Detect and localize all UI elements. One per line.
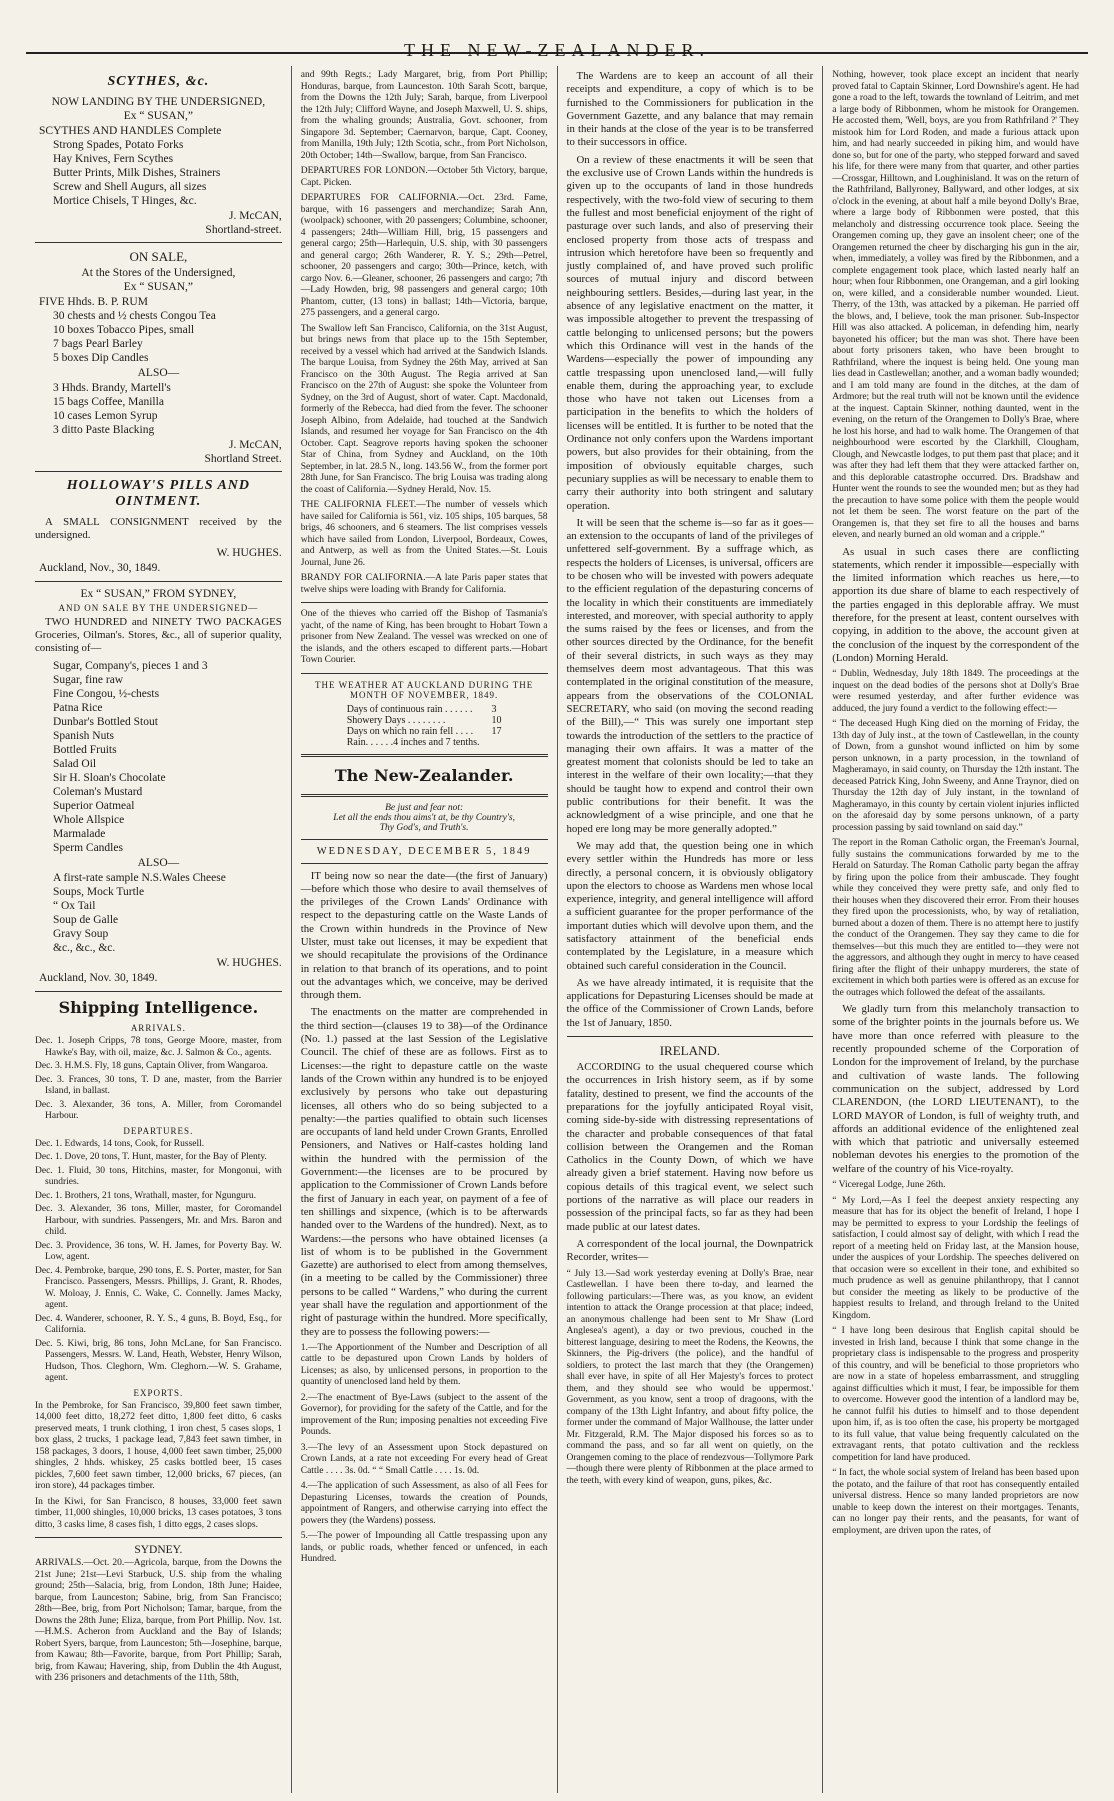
editorial-paragraph: As we have already intimated, it is requisite that the applications for Depasturing Licenses should be made at the office of the Commissioner of Crown Lands, before the 1st of January, 1850. xyxy=(566,976,814,1029)
onsale-items xyxy=(35,295,282,437)
onsale-signer: J. McCAN, xyxy=(229,439,282,451)
list-item: Butter Prints, Milk Dishes, Strainers xyxy=(53,167,221,179)
editorial-clause: 3.—The levy of an Assessment upon Stock depastured on Crown Lands, at a rate not exceeding For every head of Great Cattle . . . . 3s. 0d. “ “ Small Cattle . . . . 1s. 0d. xyxy=(300,1442,548,1476)
weather-label: Days on which no rain fell . . . . xyxy=(346,725,474,737)
list-item: &c., &c., &c. xyxy=(53,942,116,955)
list-item: 3 Hhds. Brandy, Martell's xyxy=(53,382,171,394)
divider xyxy=(35,581,282,582)
weather-value xyxy=(486,737,508,748)
departures-california: DEPARTURES FOR CALIFORNIA.—Oct. 23rd. Fame, barque, with 16 passengers and merchandize; Sarah Ann, (woolpack) schooner, with 20 passengers; Columbine, schooner, 4 passengers; 24th—William Hill, brig, 15 passengers and general cargo; 25th—Harlequin, U.S. ship, with 30 passengers and general cargo; 26th Wanderer, R. Y. S.; 29th—Petrel, schooner, 20 passengers and cargo; 30th—Prince, ketch, with cargo Nov. 6.—Gleaner, schooner, 26 passengers and cargo; 7th—Lady Howden, brig, 98 passengers and general cargo; 10th Phantom, cutter, (13 tons) in ballast; 14th—Victoria, barque, 275 passengers, and a general cargo. xyxy=(300,193,548,318)
shipping-title: Shipping Intelligence. xyxy=(58,998,259,1018)
departure-entry: Dec. 4. Wanderer, schooner, R. Y. S., 4 guns, B. Boyd, Esq., for California. xyxy=(35,1313,282,1336)
divider xyxy=(35,991,282,992)
ireland-paragraph: We gladly turn from this melancholy transaction to some of the brighter points in the journals before us. We have more than once referred with pleasure to the recently propounded scheme of the Corporation of London for the improvement of Ireland, by the purchase and cultivation of waste lands. The following communication on the subject, addressed by Lord CLARENDON, (the LORD LIEUTENANT), to the LORD MAYOR of London, is full of weighty truth, and affords an additional evidence of the enlightened zeal with which that patriotic and universally esteemed nobleman devotes his energies to the promotion of the welfare of the country of his Vice-royalty. xyxy=(832,1003,1079,1175)
susan-sub: AND ON SALE BY THE UNDERSIGNED— xyxy=(58,602,259,613)
paper-title-box xyxy=(301,754,548,797)
susan-signer: W. HUGHES. xyxy=(216,957,282,970)
california-fleet: THE CALIFORNIA FLEET.—The number of vessels which have sailed for California is 561, viz. 105 ships, 105 barques, 58 brigs, 46 schooners, and 6 steamers. The list comprises vessels which have sailed from London, Liverpool, Bordeaux, Cowes, and Antwerp, as well as from the United States.—St. Louis Journal, June 26. xyxy=(300,500,548,568)
onsale-ex: Ex “ SUSAN,” xyxy=(123,281,194,293)
weather-value: 10 xyxy=(491,714,502,726)
divider xyxy=(301,673,548,674)
list-item: FIVE Hhds. B. P. RUM xyxy=(39,296,148,308)
weather-label: Rain. . . . . .4 inches and 7 tenths. xyxy=(346,736,480,748)
table-row xyxy=(341,715,508,726)
susan-title: Ex “ SUSAN,” FROM SYDNEY, xyxy=(80,587,237,600)
list-item: Sperm Candles xyxy=(53,842,123,855)
column-4 xyxy=(823,66,1088,1793)
list-item: Sugar, Company's, pieces 1 and 3 xyxy=(53,660,208,673)
scythes-signer: J. McCAN, xyxy=(229,210,282,222)
list-item: Strong Spades, Potato Forks xyxy=(53,139,184,151)
weather-title: THE WEATHER AT AUCKLAND DURING THE MONTH OF NOVEMBER, 1849. xyxy=(315,679,534,700)
departure-entry: Dec. 1. Fluid, 30 tons, Hitchins, master, for Mongonui, with sundries. xyxy=(35,1165,282,1188)
susan-dateline: Auckland, Nov. 30, 1849. xyxy=(39,972,158,985)
list-item: 3 ditto Paste Blacking xyxy=(53,424,155,436)
arrival-entry: Dec. 3. Frances, 30 tons, T. D ane, master, from the Barrier Island, in ballast. xyxy=(35,1074,282,1097)
ireland-quote-continued: Nothing, however, took place except an incident that nearly proved fatal to Captain Skinner, Lord Downshire's agent. He had gone a road to the left, towards the townland of Leitrim, and met a large body of Ribbonmen, whom he mistook for Orangemen. He accosted them, 'Well, boys, are you from Rathfriland ?' They mistook him for Lord Roden, and made a furious attack upon him, and had nearly succeeded in piking him, and would have done so, but for one of the party, who stepped forward and saved his life, for there were many from that quarter, and other parties—Crossgar, Hilltown, and Loughinisland. It was on the return of the Rathfriland, Ballyroney, Ballyward, and other lodges, at six o'clock in the evening, at about half a mile beyond Dolly's Brae, where a large body of Ribbonmen were posted, that this melancholy and distressing occurrence took place. Seeing the Orangemen coming up, they gave an insolent cheer; one of the Orangemen returned the cheer by discharging his gun in the air, when, immediately, a volley was fired by the Ribbonmen, and a complete engagement took place, which lasted nearly half an hour; when four Ribbonmen, one Orangeman, and a girl looking on, were killed, and a considerable number wounded. Lieut. Therry, of the 13th, was attacked by a pikeman. He parried off the blows, and, I believe, took the man prisoner. Sub-Inspector Hill was also attacked. A policeman, in defending him, nearly bayoneted his officer; but the man was shot. There have been about forty prisoners taken, who have been brought to Rathfriland, where the inquest is being held. One young man lies dead in Castlewellan; another, and a woman badly wounded; and I am told many are found in the ditches, at the dam of Ardmore; but the real truth will not be known until the evidence at the inquest. Captain Skinner, nothing daunted, went in the evening, on the return of the Orangemen to Dolly's Brae, where he lost his horse, and had to walk home. The Orangemen of that neighbourhood were escorted by the Clarkhill, Clougham, Clough, and Newcastle lodges, to put them past that place; and it was after they had left them that they were attacked farther on, and this deplorable catastrophe occurred. Drs. Bradshaw and Hunter went the rounds to see the wounded men; but as they had the precaution to have some police with them the people would not let them be seen. The worst feature on the part of the Orangemen is, that they set fire to all the houses and barns eleven, and nearly burned an old woman and a cripple.” xyxy=(832,70,1079,540)
onsale-address: Shortland Street. xyxy=(204,453,282,465)
onsale-title: ON SALE, xyxy=(129,249,188,264)
table-row xyxy=(341,726,508,737)
holloway-signer: W. HUGHES. xyxy=(216,546,282,559)
editorial-clause: 1.—The Apportionment of the Number and Description of all cattle to be depastured upon Crown Lands by holders of Licenses; as also, by unlicensed persons, in proportion to the quantity of unenclosed land held by them. xyxy=(300,1342,548,1388)
list-item: A first-rate sample N.S.Wales Cheese xyxy=(53,872,226,885)
list-item: Soup de Galle xyxy=(53,914,119,927)
susan-items xyxy=(35,659,282,955)
ireland-quote: The report in the Roman Catholic organ, the Freeman's Journal, fully sustains the communications forwarded by me to the Herald on Saturday. The Roman Catholic party began the affray by firing upon the police from their ambuscade. They fought while they conceived they were pretty safe, and only fled to their houses when they discovered their error. From their houses they fired upon the processionists, who, by way of retaliation, burned about a dozen of them. There is no attempt here to justify the conduct of the Orangemen. They say they came to die for themselves—but this much they are entitled to—they were not the aggressors, and although they ought in mercy to have ceased firing after the flight of their unhappy murderers, the state of excitement in which both parties were is offered as an excuse for the outrages which followed the defeat of the assailants. xyxy=(832,838,1079,998)
list-item: Sir H. Sloan's Chocolate xyxy=(53,772,166,785)
list-item: Marmalade xyxy=(53,828,106,841)
holloway-title: HOLLOWAY'S PILLS AND OINTMENT. xyxy=(66,478,251,509)
editorial-clause: 2.—The enactment of Bye-Laws (subject to the assent of the Governor), for providing for the safety of the Cattle, and for the improvement of the Run; imposing penalties not exceeding Five Pounds. xyxy=(300,1392,548,1438)
divider xyxy=(567,1036,814,1037)
motto-line: Thy God's, and Truth's. xyxy=(379,822,469,833)
list-item: Sugar, fine raw xyxy=(53,674,124,687)
list-item: Whole Allspice xyxy=(53,814,125,827)
divider xyxy=(301,863,548,864)
editorial-clause: 5.—The power of Impounding all Cattle trespassing upon any lands, or public roads, whether fenced or unfenced, in each Hundred. xyxy=(300,1531,548,1565)
list-item: 10 cases Lemon Syrup xyxy=(53,410,158,422)
editorial-paragraph: The Wardens are to keep an account of all their receipts and expenditure, a copy of which is to be furnished to the Commissioners for publication in the Government Gazette, and any balance that may remain in their hands at the close of the year is to be transferred to their successors in office. xyxy=(566,70,814,149)
list-item: 5 boxes Dip Candles xyxy=(53,352,149,364)
brandy-note: BRANDY FOR CALIFORNIA.—A late Paris paper states that twelve ships were loading with Brandy for California. xyxy=(300,573,548,595)
issue-date: WEDNESDAY, DECEMBER 5, 1849 xyxy=(316,845,532,857)
divider xyxy=(35,1537,282,1538)
list-item: Screw and Shell Augurs, all sizes xyxy=(53,181,207,193)
motto-line: Let all the ends thou aims't at, be thy Country's, xyxy=(333,812,515,823)
weather-table xyxy=(341,704,508,748)
editorial-paragraph: The enactments on the matter are comprehended in the third section—(clauses 19 to 38)—of the Ordinance (No. 1.) passed at the last Session of the Legislative Council. The chief of these are as follows. First as to Licenses:—the right to depasture cattle on the waste lands of the Crown within any hundred is to be enjoyed exclusively by persons who take out depasturing licenses, all others who do so being subjected to a penalty:—the parties qualified to obtain such licenses are occupants of land held under Crown Grants, Enrolled Pensioners, and Natives or Half-castes holding land within the hundred with the permission of the Government:—the licenses are to be procured by application to the Commissioner of Crown Lands before the first of January in each year, on payment of a fee of ten shillings and sixpence, (which is to be afterwards handed over to the Wardens of the hundred). Next, as to Wardens:—the persons who have obtained licenses (a list of whom is to be published in the Government Gazette) are authorised to elect from among themselves, (in a meeting to be called by the Commissioner) three persons to be called “ Wardens,” who during the current year shall have the regulation and apportionment of the right of pasturage within the hundred. More specifically, they are to possess the following powers:— xyxy=(300,1006,548,1338)
weather-value: 17 xyxy=(491,725,502,737)
list-item: “ Ox Tail xyxy=(53,900,96,913)
letter-paragraph: “ I have long been desirous that English capital should be invested in Irish land, because I think that some change in the proprietary class is indispensable to the progress and prosperity of this country, and will be beneficial to those proprietors who are now in a state of hopeless embarrassment, and struggling against difficulties which it must, I fear, be impossible for them to overcome. However good the intention of a landlord may be, he cannot fulfil his duties to himself and to those dependent upon him, if, as is too often the case, his property be mortgaged to its full value, that value being frequently calculated on the extravagant rents, that potato cultivation and the reckless competition for land have produced. xyxy=(832,1326,1079,1463)
list-item: Patna Rice xyxy=(53,702,103,715)
ireland-quote: “ Dublin, Wednesday, July 18th 1849. The proceedings at the inquest on the dead bodies of the persons shot at Dolly's Brae were resumed yesterday, and after further evidence was adduced, the jury found a verdict to the following effect:— xyxy=(832,669,1079,714)
ireland-paragraph: A correspondent of the local journal, the Downpatrick Recorder, writes— xyxy=(566,1237,814,1264)
arrivals-heading: ARRIVALS. xyxy=(130,1023,186,1034)
list-item: Superior Oatmeal xyxy=(53,800,135,813)
exports-heading: EXPORTS. xyxy=(133,1387,184,1398)
columns xyxy=(26,66,1088,1793)
list-item: Gravy Soup xyxy=(53,928,109,941)
letter-heading: “ Viceregal Lodge, June 26th. xyxy=(832,1180,946,1191)
masthead: THE NEW-ZEALANDER. xyxy=(404,40,710,60)
list-item: ALSO— xyxy=(137,857,180,870)
list-item: Salad Oil xyxy=(53,758,97,771)
editorial-paragraph: IT being now so near the date—(the first of January)—before which those who desire to avail themselves of the privileges of the Crown Lands' Ordinance with respect to the depasturing cattle on the Waste Lands of the Crown within hundreds in the Province of New Ulster, must take out licenses, it may be expedient that we should recapitulate the provisions of the Ordinance in relation to that branch of its operations, and to point out the advantages which, we conceive, may be derived through them. xyxy=(300,869,548,1002)
editorial-paragraph: It will be seen that the scheme is—so far as it goes—an extension to the occupants of land of the privileges of unfettered self-government. By a suffrage which, as respects the holders of Licenses, is universal, officers are to be chosen who will be invested with powers adequate to the efficient regulation of the depasturing concerns of the locality in which their constituents are immediately interested, and moreover, with special authority to apply the sums raised by the fees or licenses, and from the other sources directed by the Ordinance, for the benefit of their several districts, in such ways as they may themselves deem most advantageous. That this was contemplated in the original constitution of the measure, appears from the observations of the COLONIAL SECRETARY, who said (on moving the second reading of the Bill),—“ This was surely one important step towards the introduction of the settlers to the practice of managing their own affairs. It was a matter of the greatest moment that colonists should be led to take an interest in the welfare of their own locality;—that they should be taught how to expend and control their own public contributions for their benefit. It was the acknowledgment of a wise principle, and one that he hoped ere long may be more generally adopted.” xyxy=(566,516,814,835)
holloway-text: A SMALL CONSIGNMENT received by the undersigned. xyxy=(35,516,282,542)
ireland-paragraph: ACCORDING to the usual chequered course which the occurrences in Irish history seem, as if by some fatality, destined to present, we find the accounts of the preparations for the joyfully anticipated Royal visit, coming side-by-side with distressing representations of the character and probable consequences of that fatal collision between the Orangemen and the Roman Catholics in the County Down, of which we have already given a brief statement. Having now before us copious details of this tragical event, we select such portions of the narrative as will place our readers in possession of the principal facts, so far as they had been made public at our latest dates. xyxy=(566,1061,814,1233)
sydney-arrivals: ARRIVALS.—Oct. 20.—Agricola, barque, from the Downs the 21st June; 21st—Levi Starbuck, U.S. ship from the whaling ground; 25th—Salacia, brig, from London, 18th June; Haidee, barque, from Launceston; Sabine, brig, from San Francisco; 28th—Bee, brig, from Port Nicholson; Tamar, barque, from the Downs the 28th June; Eliza, barque, from Port Phillip. Nov. 1st.—H.M.S. Acheron from Auckland and the Bay of Islands; Robert Syers, barque, from Launceston; 5th—Josephine, barque, from Kawau; 8th—Favorite, barque, from Port Phillip; Sarah, brig, from Kawau; Havering, ship, from Dublin the 4th August, with 236 prisoners and detachments of the 11th, 58th, xyxy=(35,1558,282,1684)
departures-london: DEPARTURES FOR LONDON.—October 5th Victory, barque, Capt. Picken. xyxy=(300,166,548,188)
scythes-items xyxy=(35,124,282,208)
list-item: Bottled Fruits xyxy=(53,744,117,757)
sydney-heading: SYDNEY. xyxy=(134,1544,183,1557)
ireland-quote: “ The deceased Hugh King died on the morning of Friday, the 13th day of July inst., at the town of Castlewellan, in the county of Down, from a gunshot wound inflicted on him by some person unknown, in a party procession, in the townland of Magheramayo, in said county, on Thursday the 12th instant. The deceased Patrick King, John Sweeny, and Anne Traynor, died on Thursday the 12th day of July instant, in the townland of Magheramayo, in this county by certain violent injuries inflicted on the aforesaid day by some persons unknown, of a party procession passing by said townland on said day.” xyxy=(832,719,1079,833)
arrival-entry: Dec. 1. Joseph Cripps, 78 tons, George Moore, master, from Hawke's Bay, with oil, maize, &c. J. Salmon & Co., agents. xyxy=(35,1036,282,1058)
list-item: 15 bags Coffee, Manilla xyxy=(53,396,164,408)
weather-label: Showery Days . . . . . . . . xyxy=(346,714,446,726)
table-row xyxy=(341,704,508,715)
list-item: Hay Knives, Fern Scythes xyxy=(53,153,174,165)
arrival-entry: Dec. 3. H.M.S. Fly, 18 guns, Captain Oliver, from Wangaroa. xyxy=(35,1061,268,1072)
arrival-entry: Dec. 3. Alexander, 36 tons, A. Miller, from Coromandel Harbour. xyxy=(35,1099,282,1122)
list-item: 7 bags Pearl Barley xyxy=(53,338,143,350)
departure-entry: Dec. 3. Providence, 36 tons, W. H. James, for Poverty Bay. W. Low, agent. xyxy=(35,1240,282,1263)
ireland-heading: IRELAND. xyxy=(659,1043,721,1059)
departure-entry: Dec. 5. Kiwi, brig, 86 tons, John McLane, for San Francisco. Passengers, Messrs. W. Land, Heath, Webster, Henry Wilson, Hudson, Thos. Cleghorn, Wm. Cleghorn.—W. S. Grahame, agent. xyxy=(35,1338,282,1384)
weather-label: Days of continuous rain . . . . . . xyxy=(346,703,473,715)
letter-paragraph: “ My Lord,—As I feel the deepest anxiety respecting any measure that has for its object the benefit of Ireland, I hope I may be permitted to express to your Lordship the feelings of satisfaction, I could almost say of delight, with which I read the report of a meeting held on Friday last, at the Mansion house, under the auspices of your Lordship. The speeches delivered on that occasion were so excellent in their tone, and exhibited so much prudence as well as genuine philanthropy, that I cannot but consider the meeting as likely to be productive of the happiest results to Ireland, and through Ireland to the United Kingdom. xyxy=(832,1195,1079,1321)
divider xyxy=(301,602,548,603)
susan-text: TWO HUNDRED and NINETY TWO PACKAGES Groceries, Oilman's. Stores, &c., all of superior quality, consisting of— xyxy=(35,615,282,655)
departure-entry: Dec. 1. Edwards, 14 tons, Cook, for Russell. xyxy=(35,1138,205,1149)
list-item: Mortice Chisels, T Hinges, &c. xyxy=(53,195,197,207)
departure-entry: Dec. 4. Pembroke, barque, 290 tons, E. S. Porter, master, for San Francisco. Passengers, Messrs. Phillips, J. Grant, R. Rhodes, W. Moloay, J. Ennis, C. Wake, C. Connelly. James Macky, agent. xyxy=(35,1265,282,1311)
weather-value: 3 xyxy=(491,703,497,715)
departures-heading: DEPARTURES. xyxy=(123,1125,194,1136)
scythes-landing: NOW LANDING BY THE UNDERSIGNED, xyxy=(51,96,266,108)
list-item: Dunbar's Bottled Stout xyxy=(53,716,158,729)
paper-title: The New-Zealander. xyxy=(334,765,514,785)
departure-entry: Dec. 1. Brothers, 21 tons, Wrathall, master, for Ngunguru. xyxy=(35,1190,256,1201)
divider xyxy=(301,839,548,840)
table-row xyxy=(341,737,508,748)
ireland-paragraph: As usual in such cases there are conflicting statements, which render it impossible—especially with the limited information which reaches us here,—to apportion its due share of blame to each respectively of the parties engaged in this deplorable affray. We must therefore, for the present at least, content ourselves with copying, in addition to the above, the account given at the conclusion of the inquest by the correspondent of the (London) Morning Herald. xyxy=(832,545,1079,664)
scythes-ex: Ex “ SUSAN,” xyxy=(123,110,194,122)
ireland-quote: “ July 13.—Sad work yesterday evening at Dolly's Brae, near Castlewellan. I have been there to-day, and learned the following particulars:—There was, as you know, an evident intention to attack the Orange procession at that place; indeed, an anonymous challenge had been sent to Mr Shaw (Lord Anglesea's agent), a day or two previous, couched in the bitterest language, desiring to meet the Rodens, the Keowns, the Skinners, the Pig-drivers (the police), and the handful of soldiers, to protect the last march that they (the Orangemen) shall ever have, in spite of all Her Majesty's forces to protect them, and they should see who would be uppermost.' Government, as you know, sent a troop of dragoons, with the company of the 13th Light Infantry, and about fifty police, the former under the command of Major Wallhouse, the latter under Mr. Fitzgerald, R.M. The Major disposed his forces so as to command the pass, and so far all went on quietly, on the Orangemen coming to the place of rendezvous—Tollymore Park—though there were plenty of Ribbonmen at the place armed to the teeth, with every kind of weapon, guns, pikes, &c. xyxy=(566,1268,814,1486)
swallow-news: The Swallow left San Francisco, California, on the 31st August, but brings news from that place up to the 15th September, received by a vessel which had arrived at the Sandwich Islands. The barque Louisa, from Sydney the 26th May, arrived at San Francisco on the 30th August. The Regia arrived at San Francisco on the 27th of August: she spoke the Volunteer from Sydney, on the 3rd of August, short of water. Capt. Macdonald, formerly of the Rebecca, had died from the fever. The schooner Joseph Albino, from Adelaide, had touched at the Sandwich Islands, and resumed her voyage for San Francisco on the 4th October. Capt. Seagrove reports having spoken the schooner Star of China, from Sydney and Auckland, on the 10th September, in lat. 28.5 N., long. 143.56 W., from the former port 28th June, for San Francisco. The brig Louisa was trading along the coast of California.—Sydney Herald, Nov. 15. xyxy=(300,323,548,495)
list-item: 30 chests and ½ chests Congou Tea xyxy=(53,310,216,322)
column-3 xyxy=(558,66,824,1793)
column-2 xyxy=(292,66,558,1793)
list-item: SCYTHES AND HANDLES Complete xyxy=(39,125,222,137)
motto-line: Be just and fear not: xyxy=(385,802,464,813)
divider xyxy=(35,471,282,472)
list-item: Soups, Mock Turtle xyxy=(53,886,145,899)
departure-entry: Dec. 3. Alexander, 36 tons, Miller, master, for Coromandel Harbour, with sundries. Passengers, Mr. and Mrs. Baron and child. xyxy=(35,1204,282,1238)
editorial-paragraph: On a review of these enactments it will be seen that the exclusive use of Crown Lands within the hundreds is given up to the occupants of land in those hundreds respectively, with the two-fold view of securing to them the fullest and most beneficial enjoyment of the right of pasturage over such lands, and also of preserving their enclosed property from those acts of trespass and intrusion which heretofore have been so frequently and justly complained of, and have proved such prolific sources of mutual injury and discord between neighbouring settlers. Besides,—during last year, in the absence of any legislative enactment on the matter, it was impossible altogether to prevent the trespassing of cattle belonging to unlicensed persons; but the powers which this Ordinance will vest in the hands of the Wardens—especially the power of impounding any cattle trespassing upon unenclosed land,—will fully enable them, during the approaching year, to exclude those who have not taken out Licenses from a participation in the benefits to which the holders of licenses will be entitled. It is further to be noted that the Ordinance not only confers upon the Wardens important powers, but also provides for their obtaining, from the imposition of obviously equitable charges, such pecuniary supplies as will be necessary to enable them to carry their authority into both stringent and salutary operation. xyxy=(566,153,814,512)
holloway-dateline: Auckland, Nov., 30, 1849. xyxy=(39,561,161,574)
thieves-note: One of the thieves who carried off the Bishop of Tasmania's yacht, of the name of King, has been brought to Hobart Town a prisoner from New Zealand. The vessel was wrecked on one of the islands, and the others escaped to different parts.—Hobart Town Courier. xyxy=(300,609,548,665)
scythes-title: SCYTHES, &c. xyxy=(107,74,210,89)
letter-paragraph: “ In fact, the whole social system of Ireland has been based upon the potato, and the failure of that root has consequently entailed universal distress. Hence so many landed proprietors are now unable to keep down the interest on their mortgages. Tenants, can no longer pay their rents, and the peasants, for want of employment, are driven upon the rates, of xyxy=(832,1468,1079,1536)
divider xyxy=(35,242,282,243)
editorial-clause: 4.—The application of such Assessment, as also of all Fees for Depasturing Licenses, towards the creation of Pounds, appointment of Rangers, and otherwise carrying into effect the powers they (the Wardens) possess. xyxy=(300,1481,548,1526)
list-item: Coleman's Mustard xyxy=(53,786,143,799)
column-1 xyxy=(26,66,292,1793)
export-entry: In the Pembroke, for San Francisco, 39,800 feet sawn timber, 14,000 feet ditto, 18,272 feet ditto, 1,800 feet ditto, 6 casks preserved meats, 1 trunk clothing, 1 iron chest, 5 cases slops, 1 box glass, 2 trucks, 1 package lead, 7,843 feet sawn timber, in 158 packages, 3 doors, 1 house, 4,000 feet sawn timber, 25,000 shingles, 2 hhds. whiskey, 25 casks bottled beer, 15 cases pickles, 7,600 feet sawn timber, 12,000 bricks, 67 pieces, (an iron store), 44 packages timber. xyxy=(35,1400,282,1492)
onsale-stores: At the Stores of the Undersigned, xyxy=(81,267,236,279)
list-item: Spanish Nuts xyxy=(53,730,115,743)
scythes-address: Shortland-street. xyxy=(205,224,282,236)
list-item: Fine Congou, ½-chests xyxy=(53,688,160,701)
list-item: ALSO— xyxy=(137,367,180,379)
export-entry: In the Kiwi, for San Francisco, 8 houses, 33,000 feet sawn timber, 11,000 shingles, 10,000 bricks, 13 cases potatoes, 3 tons ditto, 3 casks lime, 8 cases fish, 1 ditto eggs, 2 cases slops. xyxy=(35,1496,282,1530)
sydney-arrivals-continued: and 99th Regts.; Lady Margaret, brig, from Port Phillip; Honduras, barque, from Launceston. 10th Sarah Scott, barque, from the Downs the 12th July; Sarah, barque, from Liverpool the 12th July; Clifford Wayne, and Joseph Maxwell, U. S. ships, from the whaling grounds; Australia, Govt. schooner, from Singapore 3d. September; Caernarvon, barque, Capt. Cooney, from Manilla, 19th July; 12th Scotia, schr., from Port Nicholson, 20th October; 14th—Swallow, barque, from San Francisco. xyxy=(300,70,548,161)
departure-entry: Dec. 1. Dove, 20 tons, T. Hunt, master, for the Bay of Plenty. xyxy=(35,1152,267,1163)
editorial-paragraph: We may add that, the question being one in which every settler within the Hundreds has more or less directly, a personal concern, it is obviously obligatory upon the electors to choose as Wardens men whose local experience, integrity, and general intelligence will afford a sufficient guarantee for the proper performance of the important duties which will devolve upon them, and the satisfactory attainment of the beneficial ends contemplated by the Legislature, in a measure which obtained such careful consideration in the Council. xyxy=(566,839,814,972)
list-item: 10 boxes Tobacco Pipes, small xyxy=(53,324,195,336)
